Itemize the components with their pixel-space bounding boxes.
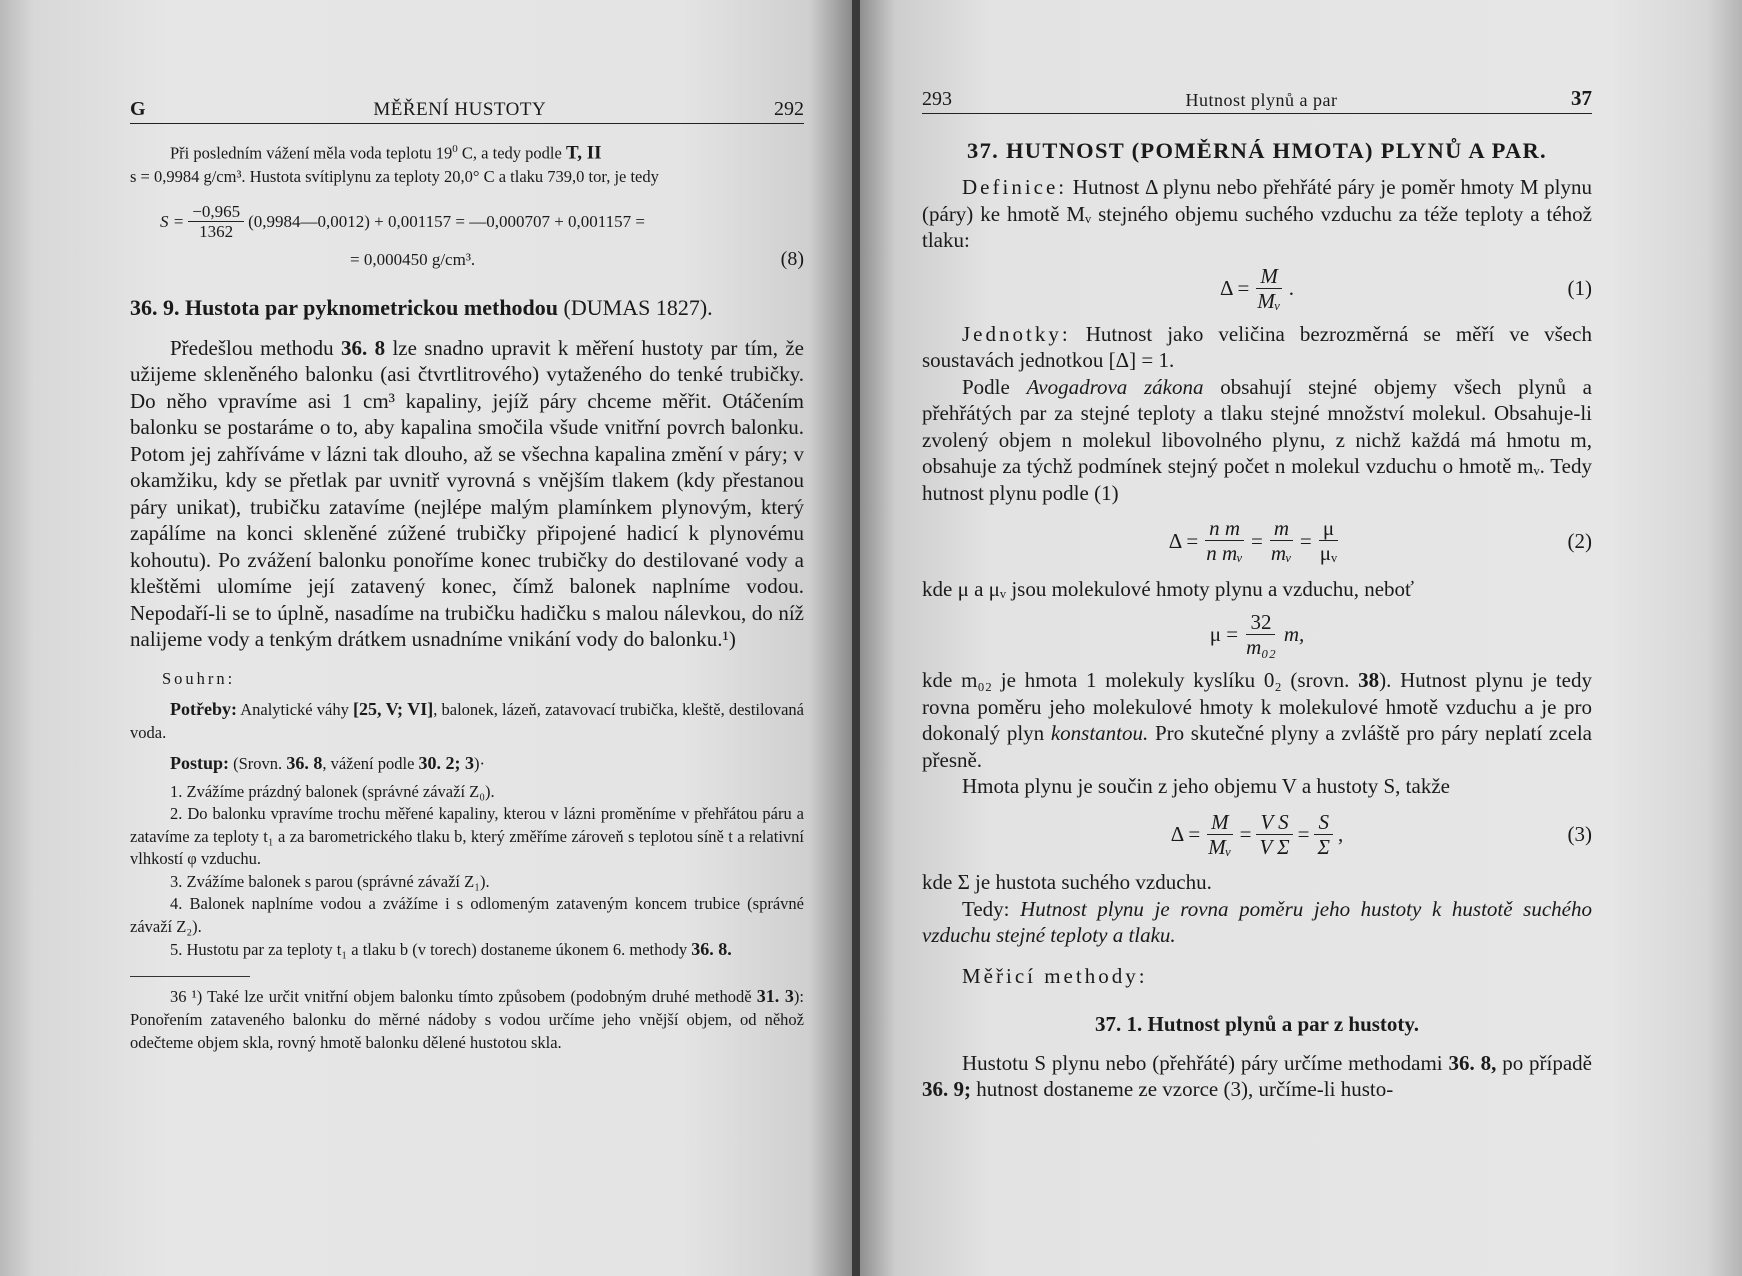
left-page-number: 292 [774,98,804,120]
intro-line-1: Při posledním vážení měla voda teplotu $19^0$ C, a tedy podle T, II [170,142,602,164]
step-5: 5. Hustotu par za teploty t₁ a tlaku b (v torech) dostaneme úkonem 6. methody 36. 8. [170,939,732,960]
section-37-1-heading: 37. 1. Hutnost plynů a par z hustoty. [1094,1012,1420,1037]
equation-2: Δ = $\frac{\text{n m}}{\text{n mᵥ}}$ = $\frac{m}{\text{mᵥ}}$ = $\frac{\mu}{\text{μᵥ}}$ (2) [1168,516,1592,566]
left-page [0,0,852,1276]
equation-1-number: (1) [1567,275,1592,300]
footnote-rule [130,976,250,977]
right-header-title: Hutnost plynů a par [1185,90,1338,110]
equation-2-number: (2) [1567,528,1592,553]
chapter-37-title: 37. HUTNOST (POMĚRNÁ HMOTA) PLYNŮ A PAR. [967,138,1547,163]
measuring-methods-label: Měřicí methody: [962,963,1148,988]
left-header-title: MĚŘENÍ HUSTOTY [373,99,547,120]
left-header-letter: G [130,98,146,120]
left-running-head [130,98,804,124]
step-2: 2. Do balonku vpravíme trochu měřené kapaliny, kterou v lázni proměníme v přehřátou páru a zatavíme za teploty t₁ a za barometrického tlaku b, který změříme zároveň s teplotou síně t a relativní vlhkostí φ vzduchu. [130,804,804,869]
equation-mu: μ = $\frac{32}{\text{m₀₂}}$ m, [1209,610,1305,660]
oxygen-paragraph: kde m₀₂ je hmota 1 molekuly kyslíku 0₂ (srovn. 38). Hutnost plynu je tedy rovna poměru jeho molekulové hmoty k molekulové hmotě vzduchu a je pro dokonalý plyn konstantou. Pro skutečné plyny a zvláště pro páry neplatí zcela přesně. [922,668,1592,772]
right-page-number: 293 [922,88,952,110]
units-paragraph: Jednotky: Hutnost jako veličina bezrozměrná se měří ve všech soustavách jednotkou [Δ] = 1. [922,321,1592,373]
conclusion-paragraph: Tedy: Hutnost plynu je rovna poměru jeho hustoty k hustotě suchého vzduchu stejné teploty a tlaku. [922,896,1592,948]
postup: Postup: (Srovn. 36. 8, vážení podle 30. 2; 3)· [170,752,486,773]
equation-1: Δ = $\frac{M}{\text{Mᵥ}}$ . (1) [1219,263,1592,313]
equation-3-number: (3) [1567,822,1592,847]
step-1: 1. Zvážíme prázdný balonek (správné závaží Z₀). [170,781,495,801]
step-4: 4. Balonek naplníme vodou a zvážíme i s odlomeným zataveným koncem trubice (správné závaží Z₂). [130,894,804,936]
intro-line-2: s = 0,9984 g/cm³. Hustota svítiplynu za teploty 20,0° C a tlaku 739,0 tor, je tedy [130,166,659,186]
steps-list [130,781,804,962]
equation-8: S = $\frac{-0,965}{1362}$ (0,9984—0,0012) + 0,001157 = —0,000707 + 0,001157 = [160,201,645,242]
main-paragraph: Předešlou methodu 36. 8 lze snadno upravit k měření hustoty par tím, že užijeme skleněného balonku (asi čtvrtlitrového) vytaženého do tenké trubičky. Do něho vpravíme asi 1 cm³ kapaliny, jejíž páry chceme měřit. Otáčením balonku se postaráme o to, aby kapalina smočila všude vnitřní povrch balonku. Potom jej zahříváme v lázni tak dlouho, až se všechna kapalina změní v páry; v okamžiku, kdy se přetlak par uvnitř vyrovná s vnějším tlakem (kdy přestanou páry unikat), trubičku zatavíme (nejlépe malým plamínkem plynovým, který zapálíme na konci skleněné zúžené trubičky připojené hadicí k plynovému kohoutu). Po zvážení balonku ponoříme konec trubičky do destilované vody a kleštěmi ulomíme její zatavený konec, čímž balonek naplníme vodou. Nepodaří-li se to úplně, nasadíme na trubičku hadičku s malou nálevkou, do níž nalijeme vody a tenkým drátkem usnadníme vnikání vody do balonku.¹) [130,335,804,652]
book-gutter [852,0,860,1276]
step-3: 3. Zvážíme balonek s parou (správné závaží Z₁). [170,871,490,891]
definition-paragraph: Definice: Hutnost Δ plynu nebo přehřáté páry je poměr hmoty M plynu (páry) ke hmotě Mᵥ stejného objemu suchého vzduchu za téže teploty a téhož tlaku: [922,175,1592,252]
equation-8-line-2: = 0,000450 g/cm³. (8) [350,247,804,270]
equation-3: Δ = $\frac{M}{\text{Mᵥ}}$ = $\frac{\text{V S}}{\text{V Σ}}$ = $\frac{S}{\Sigma}$ , (3) [1170,809,1592,859]
souhrn-label: Souhrn: [162,668,236,688]
equation-8-number: (8) [780,247,804,270]
footnote: 36 ¹) Také lze určit vnitřní objem balonku tímto způsobem (podobným druhé methodě 31. 3): Ponořením zataveného balonku do měrné nádoby s vodou určíme jeho vnější objem, od něhož odečteme objem skla, rovný hmotě balonku dělené hustotou skla. [130,985,804,1052]
potreby: Potřeby: Analytické váhy [25, V; VI], balonek, lázeň, zatavovací trubička, kleště, destilovaná voda. [130,698,804,742]
right-section-number: 37 [1570,86,1592,110]
final-paragraph: Hustotu S plynu nebo (přehřáté) páry určíme methodami 36. 8, po případě 36. 9; hutnost dostaneme ze vzorce (3), určíme-li husto- [922,1050,1593,1102]
avogadro-paragraph: Podle Avogadrova zákona obsahují stejné objemy všech plynů a přehřátých par za stejné teploty a tlaku stejné množství molekul. Obsahuje-li zvolený objem n molekul libovolného plynu, z nichž každá má hmotu m, obsahuje za týchž podmínek stejný počet n molekul vzduchu o hmotě mᵥ. Tedy hutnost plynu podle (1) [922,374,1593,505]
right-running-head [922,86,1592,114]
section-36-9-heading: 36. 9. Hustota par pyknometrickou methodou (DUMAS 1827). [130,294,713,320]
mass-volume-line: Hmota plynu je součin z jeho objemu V a hustoty S, takže [962,774,1450,799]
molecular-mass-line: kde μ a μᵥ jsou molekulové hmoty plynu a vzduchu, neboť [922,576,1414,601]
right-page [860,0,1742,1276]
sigma-line: kde Σ je hustota suchého vzduchu. [922,870,1212,895]
